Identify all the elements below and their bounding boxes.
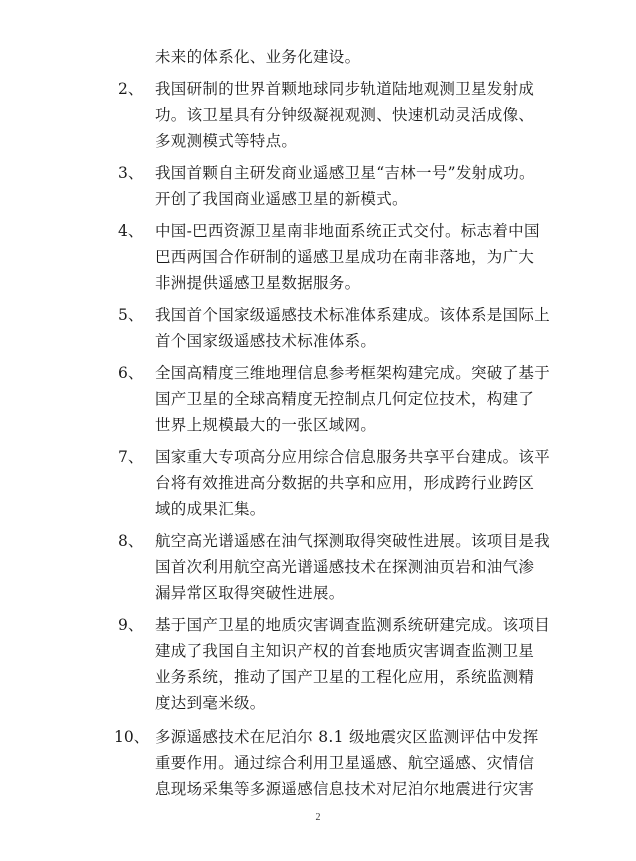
item-text-line: 我国研制的世界首颗地球同步轨道陆地观测卫星发射成: [155, 80, 535, 98]
item-text-line: 基于国产卫星的地质灾害调查监测系统研建完成。该项目: [155, 616, 551, 634]
item-number: 9、: [118, 616, 144, 634]
item-text-line: 巴西两国合作研制的遥感卫星成功在南非落地，为广大: [155, 248, 535, 266]
item-text-line: 功。该卫星具有分钟级凝视观测、快速机动灵活成像、: [155, 106, 535, 124]
item-text-line: 航空高光谱遥感在油气探测取得突破性进展。该项目是我: [155, 532, 551, 550]
item-text-line: 全国高精度三维地理信息参考框架构建完成。突破了基于: [155, 364, 551, 382]
continuation-line: 未来的体系化、业务化建设。: [155, 48, 361, 66]
item-text-line: 漏异常区取得突破性进展。: [155, 584, 345, 602]
item-text-line: 我国首个国家级遥感技术标准体系建成。该体系是国际上: [155, 306, 551, 324]
item-text-line: 多观测模式等特点。: [155, 132, 298, 150]
item-text-line: 国产卫星的全球高精度无控制点几何定位技术，构建了: [155, 390, 535, 408]
item-text-line: 国首次利用航空高光谱遥感技术在探测油页岩和油气渗: [155, 558, 535, 576]
item-number: 6、: [118, 364, 144, 382]
item-text-line: 重要作用。通过综合利用卫星遥感、航空遥感、灾情信: [155, 754, 535, 772]
item-number: 5、: [118, 306, 144, 324]
item-text-line: 国家重大专项高分应用综合信息服务共享平台建成。该平: [155, 448, 551, 466]
item-text-line: 息现场采集等多源遥感信息技术对尼泊尔地震进行灾害: [155, 780, 535, 798]
item-number: 4、: [118, 222, 144, 240]
item-text-line: 非洲提供遥感卫星数据服务。: [155, 274, 361, 292]
item-text-line: 台将有效推进高分数据的共享和应用，形成跨行业跨区: [155, 474, 535, 492]
item-number: 8、: [118, 532, 144, 550]
item-text-line: 首个国家级遥感技术标准体系。: [155, 332, 377, 350]
item-number: 2、: [118, 80, 144, 98]
item-number: 7、: [118, 448, 144, 466]
item-text-line: 开创了我国商业遥感卫星的新模式。: [155, 190, 408, 208]
item-text-line: 中国-巴西资源卫星南非地面系统正式交付。标志着中国: [155, 222, 540, 240]
item-text-line: 世界上规模最大的一张区域网。: [155, 416, 377, 434]
item-text-line: 业务系统，推动了国产卫星的工程化应用，系统监测精: [155, 668, 535, 686]
item-number: 3、: [118, 164, 144, 182]
item-text-line: 度达到毫米级。: [155, 694, 266, 712]
item-text-line: 多源遥感技术在尼泊尔 8.1 级地震灾区监测评估中发挥: [155, 728, 539, 746]
page-number: 2: [315, 812, 321, 823]
item-number: 10、: [114, 728, 150, 746]
item-text-line: 建成了我国自主知识产权的首套地质灾害调查监测卫星: [155, 642, 535, 660]
item-text-line: 我国首颗自主研发商业遥感卫星“吉林一号”发射成功。: [155, 164, 535, 182]
item-text-line: 域的成果汇集。: [155, 500, 266, 518]
